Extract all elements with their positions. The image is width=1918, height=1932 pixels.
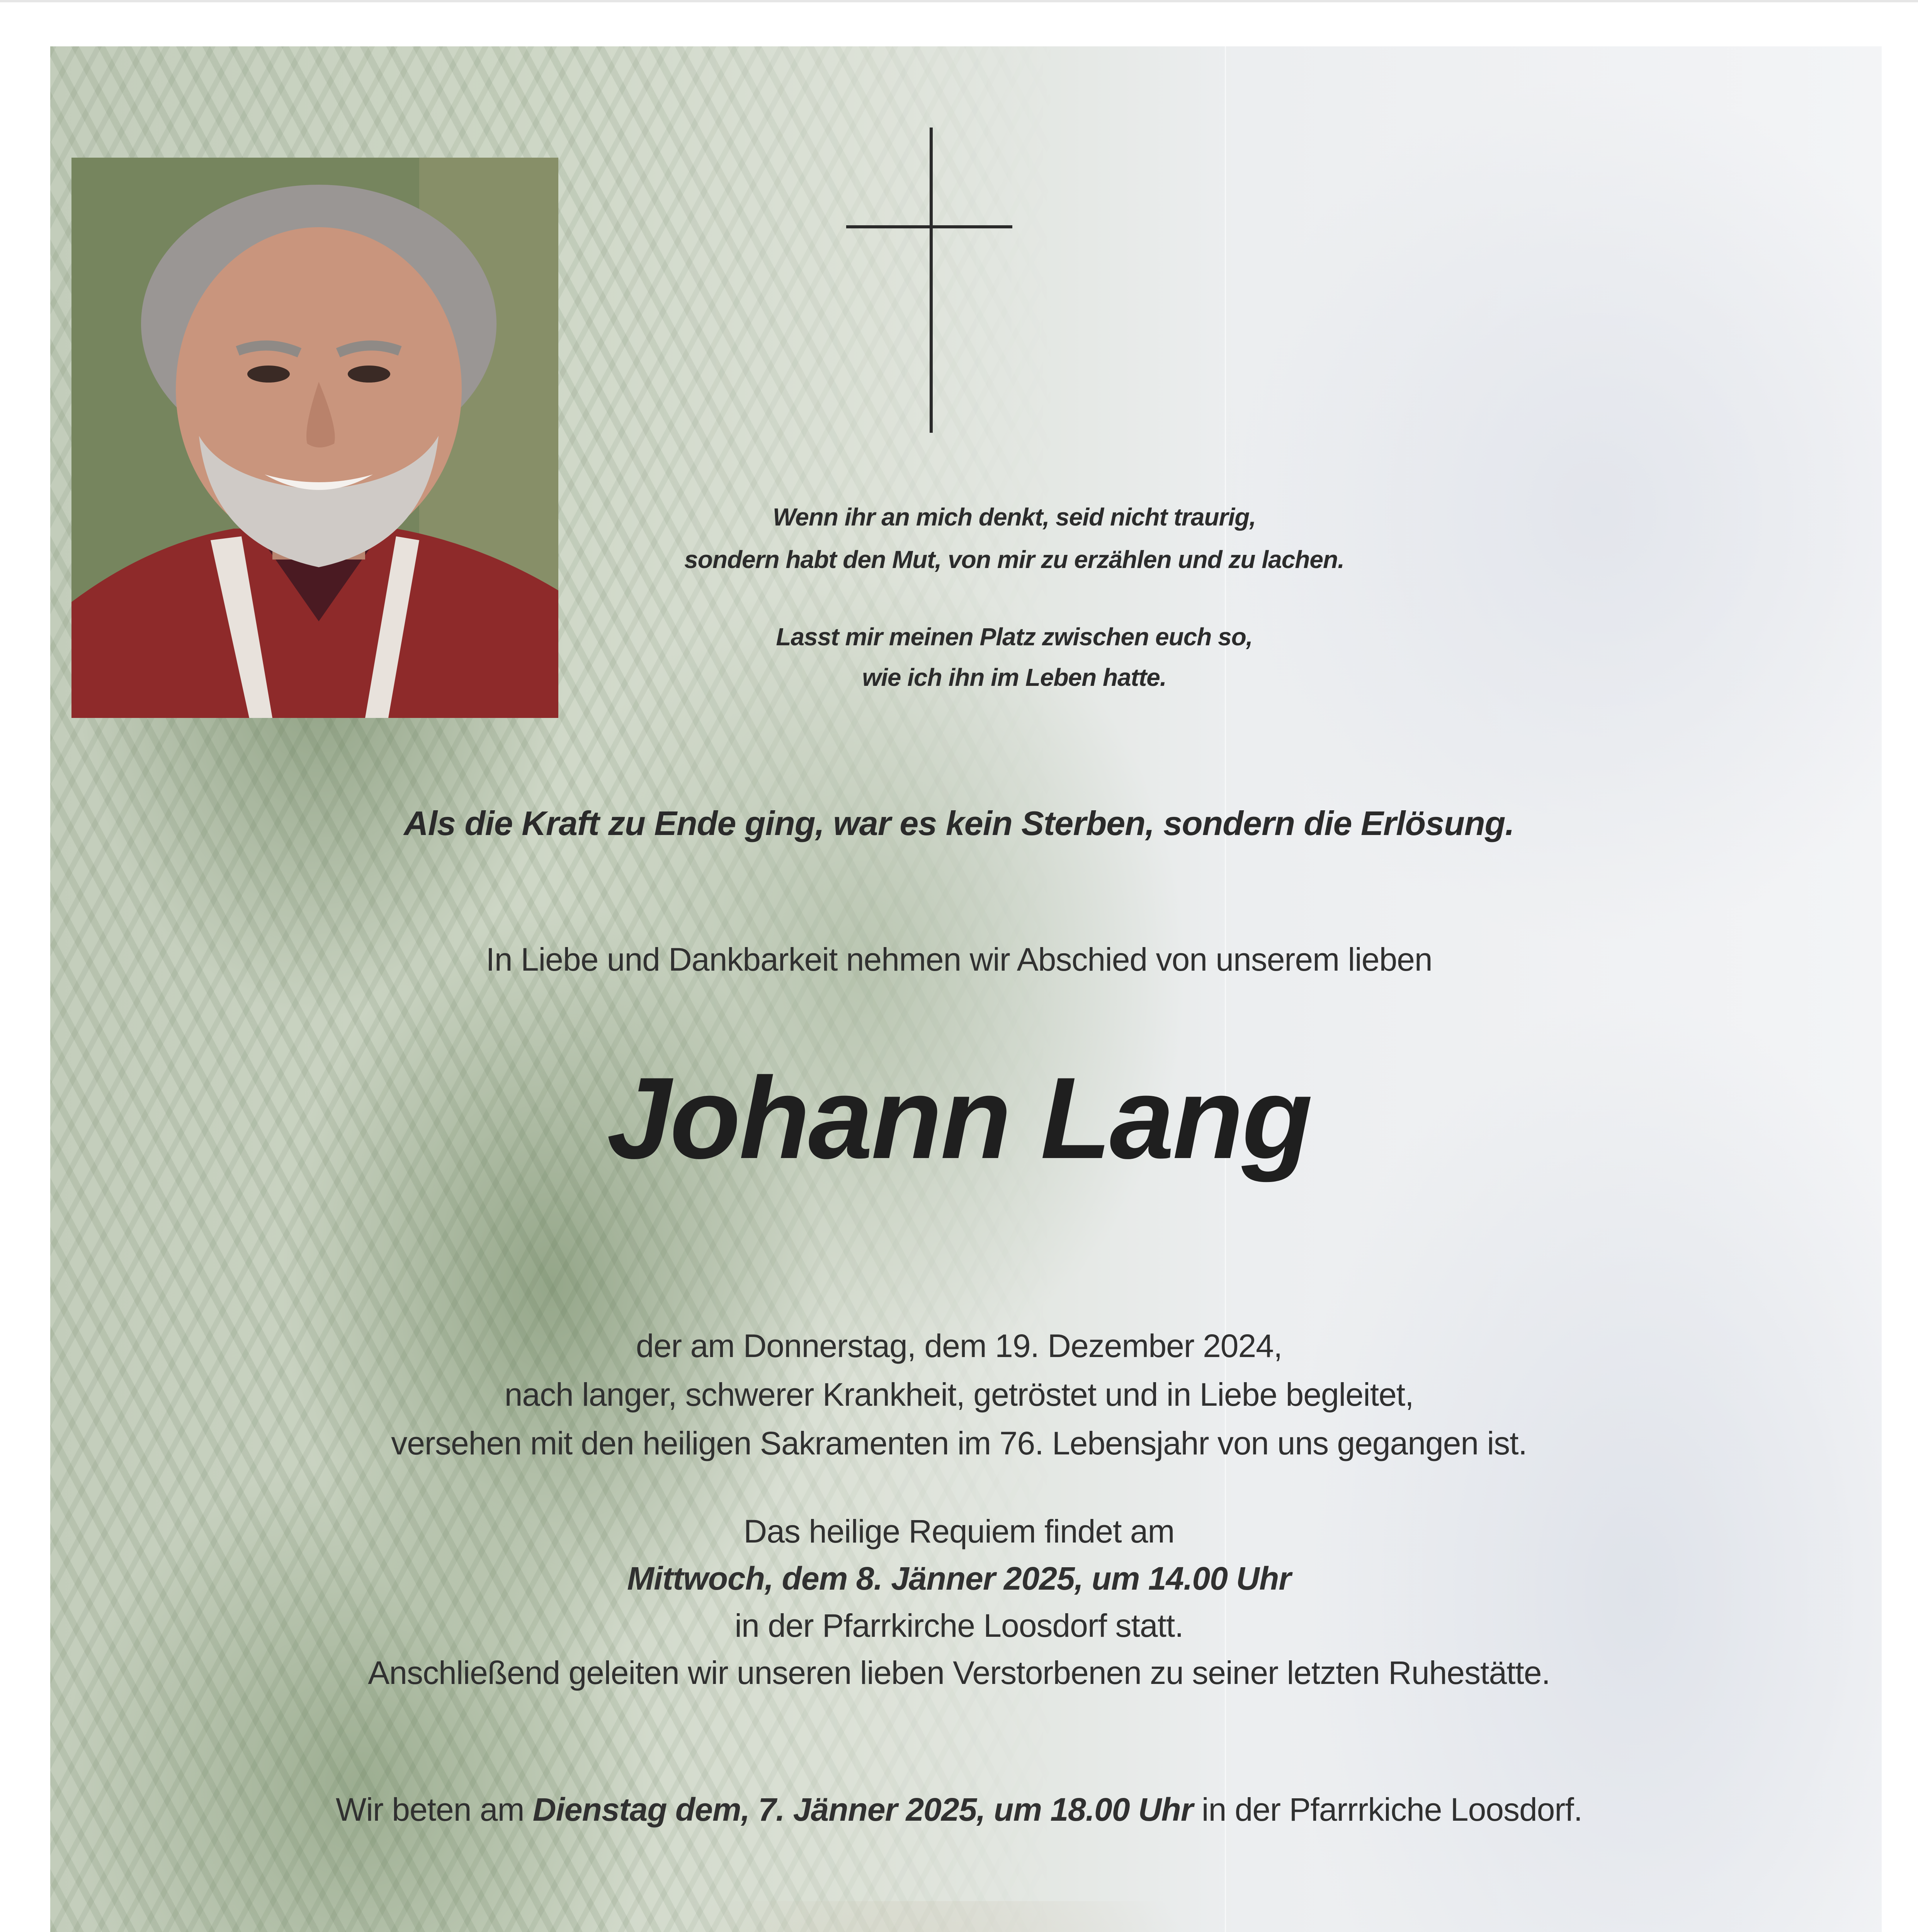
poem-line-2: sondern habt den Mut, von mir zu erzählen und zu lachen. [558,541,1470,578]
motto: Als die Kraft zu Ende ging, war es kein Sterben, sondern die Erlösung. [0,804,1918,843]
poem-line-3: Lasst mir meinen Platz zwischen euch so, [558,618,1470,655]
poem-line-4: wie ich ihn im Leben hatte. [558,659,1470,696]
prayer-date: Dienstag dem, 7. Jänner 2025, um 18.00 Uhr [533,1791,1193,1828]
intro-text: In Liebe und Dankbarkeit nehmen wir Abschied von unserem lieben [0,935,1918,984]
requiem-line-1: Das heilige Requiem findet am [0,1507,1918,1556]
requiem-line-3: in der Pfarrkirche Loosdorf statt. [0,1601,1918,1650]
requiem-date: Mittwoch, dem 8. Jänner 2025, um 14.00 Uhr [0,1554,1918,1603]
deceased-name: Johann Lang [0,1051,1918,1185]
prayer-suffix: in der Pfarrrkiche Loosdorf. [1193,1791,1582,1828]
death-line-2: nach langer, schwerer Krankheit, getröstet und in Liebe begleitet, [0,1370,1918,1419]
death-line-3: versehen mit den heiligen Sakramenten im 76. Lebensjahr von uns gegangen ist. [0,1419,1918,1468]
requiem-line-4: Anschließend geleiten wir unseren lieben Verstorbenen zu seiner letzten Ruhestätte. [0,1648,1918,1697]
prayer-prefix: Wir beten am [336,1791,533,1828]
poem-line-1: Wenn ihr an mich denkt, seid nicht traurig, [558,498,1470,536]
death-line-1: der am Donnerstag, dem 19. Dezember 2024, [0,1321,1918,1370]
